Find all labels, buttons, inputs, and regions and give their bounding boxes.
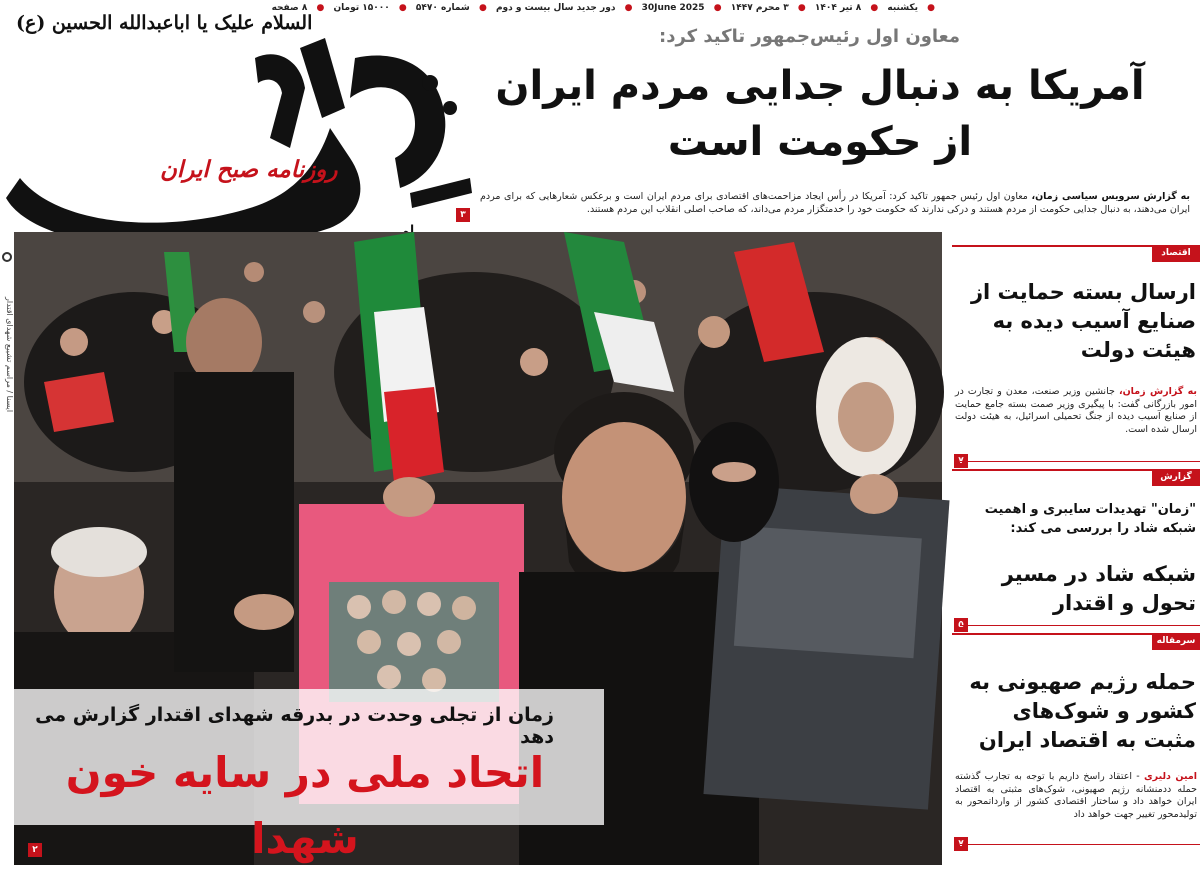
section-divider: [960, 625, 1200, 626]
report-headline[interactable]: شبکه شاد در مسیر تحول و اقتدار: [1001, 562, 1196, 615]
issue-number: شماره ۵۴۷۰: [415, 3, 470, 13]
issue-date-fa: ۸ تیر ۱۴۰۴: [814, 3, 862, 13]
report-kicker-line1: "زمان" تهدیدات سایبری و اهمیت: [984, 502, 1196, 517]
bullet-icon: ●: [797, 3, 806, 13]
lead-page-badge[interactable]: ۳: [456, 208, 470, 222]
issue-pages: ۸ صفحه: [271, 3, 308, 13]
editorial-body-text: - اعتقاد راسخ داریم با توجه به تجارب گذشته حمله ددمنشانه رژیم صهیونی، شوک‌های مثبتی به اقتصاد ایران خواهد داد و ساختار اقتصادی کشور از وارداتمحور به تولیدمحور تغییر جهت خواهد داد: [955, 771, 1197, 820]
issue-date-en: 30June 2025: [641, 3, 705, 13]
lead-body-source: به گزارش سرویس سیاسی زمان،: [1031, 191, 1190, 202]
report-kicker: [958, 500, 1196, 538]
editorial-headline[interactable]: حمله رژیم صهیونی به کشور و شوک‌های مثبت به اقتصاد ایران: [969, 670, 1196, 752]
section-tag-report[interactable]: گزارش: [1152, 469, 1200, 486]
bullet-icon: ●: [316, 3, 325, 13]
section-tag-editorial[interactable]: سرمقاله: [1152, 633, 1200, 650]
lead-headline-line2: از حکومت است: [667, 119, 973, 165]
bullet-icon: ●: [713, 3, 722, 13]
lead-headline-line1: آمریکا به دنبال جدایی مردم ایران: [495, 63, 1145, 109]
bullet-icon: ●: [870, 3, 879, 13]
section-tag-economy[interactable]: اقتصاد: [1152, 245, 1200, 262]
caption-kicker: زمان از تجلی وحدت در بدرقه شهدای اقتدار گزارش می دهد: [35, 704, 554, 748]
masthead-logo: [0, 28, 480, 258]
issue-date-hijri: ۳ محرم ۱۴۴۷: [730, 3, 789, 13]
bullet-icon: ●: [398, 3, 407, 13]
lead-body: [480, 190, 1190, 216]
lead-kicker: معاون اول رئیس‌جمهور تاکید کرد:: [659, 26, 960, 47]
photo-credit: ایسنا / مراسم تشییع شهدای اقتدار: [5, 297, 14, 413]
bullet-icon: ●: [624, 3, 633, 13]
issue-price: ۱۵۰۰۰ تومان: [333, 3, 390, 13]
editorial-body: [955, 771, 1197, 821]
economy-body-source: به گزارش زمان،: [1118, 386, 1197, 397]
section-divider: [960, 844, 1200, 845]
issue-period: دور جدید سال بیست و دوم: [495, 3, 616, 13]
bullet-icon: ●: [927, 3, 935, 13]
section-divider: [960, 461, 1200, 462]
economy-body-text: جانشین وزیر صنعت، معدن و تجارت در امور بازرگانی گفت: با پیگیری وزیر صمت بسته جامع حمایت از صنایع آسیب دیده از جنگ تحمیلی اسرائیل، به هیئت دولت ارسال شده است.: [955, 386, 1197, 435]
issue-info-bar: [271, 0, 938, 16]
report-kicker-line2: شبکه شاد را بررسی می کند:: [1010, 521, 1196, 536]
lead-headline[interactable]: [470, 58, 1170, 170]
salutation: السلام علیک یا اباعبدالله الحسین (ع): [16, 12, 313, 34]
economy-body: [955, 386, 1197, 436]
lead-body-text: معاون اول رئیس جمهور تاکید کرد: آمریکا در رأس ایجاد مزاحمت‌های اقتصادی برای مردم ایران است و برعکس شعارهایی که برای مردم ایران می‌دهند، به دنبال جدایی حکومت از مردم هستند و درکی ندارند که حکومت خود را خدمتگزار مردم می‌داند، که صاحب اصلی انقلاب این مردم هستند.: [480, 191, 1190, 215]
caption-headline[interactable]: اتحاد ملی در سایه خون شهدا: [65, 748, 545, 863]
tagline: روزنامه صبح ایران: [160, 156, 338, 183]
editorial-author: امین دلیری: [1143, 771, 1197, 782]
photo-page-badge[interactable]: ۲: [28, 843, 42, 857]
issue-day: یکشنبه: [887, 3, 918, 13]
bullet-icon: ●: [478, 3, 487, 13]
economy-headline[interactable]: ارسال بسته حمایت از صنایع آسیب دیده به هیئت دولت: [970, 280, 1196, 362]
